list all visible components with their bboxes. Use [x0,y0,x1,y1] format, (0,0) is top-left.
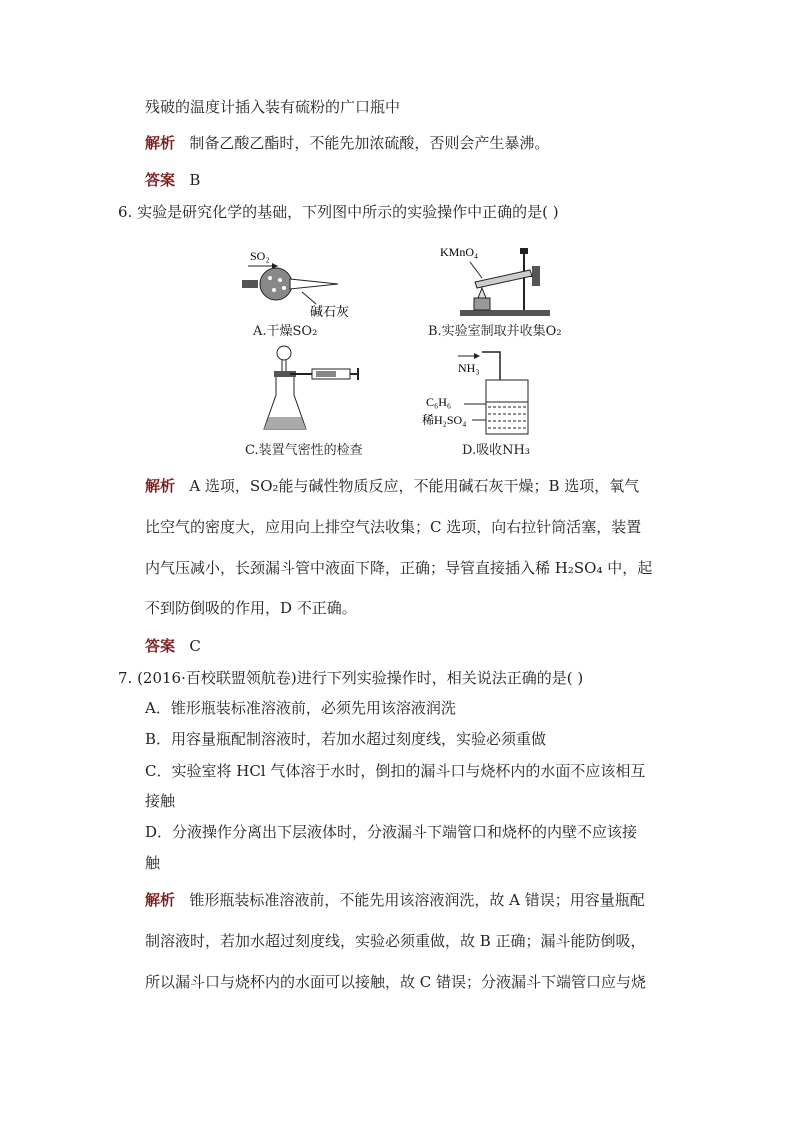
analysis-text: A 选项，SO₂能与碱性物质反应，不能用碱石灰干燥；B 选项，氧气 [189,477,640,495]
q6-analysis-line-4: 不到防倒吸的作用，D 不正确。 [145,599,357,617]
analysis-text: 制备乙酸乙酯时，不能先加浓硫酸，否则会产生暴沸。 [189,134,550,152]
nh3-label: NH₃ [458,361,480,375]
lime-label: 碱石灰 [310,304,350,318]
answer-label: 答案 [145,637,176,655]
figure-c-caption: C.装置气密性的检查 [245,443,363,458]
q7-analysis-line-3: 所以漏斗口与烧杯内的水面可以接触，故 C 错误；分液漏斗下端管口应与烧 [145,973,647,991]
q7-analysis-line-2: 制溶液时，若加水超过刻度线，实验必须重做，故 B 正确；漏斗能防倒吸， [145,932,646,950]
analysis-label: 解析 [145,134,176,152]
q7-option-c: C．实验室将 HCl 气体溶于水时，倒扣的漏斗口与烧杯内的水面不应该相互 [145,762,646,780]
figure-b-caption: B.实验室制取并收集O₂ [428,324,562,339]
figure-c-airtightness [262,345,362,435]
q7-option-d-cont: 触 [145,854,161,872]
c6h6-label: C₆H₆ [426,395,452,409]
acid-label: 稀H₂SO₄ [422,413,467,427]
q6-analysis-line-3: 内气压减小，长颈漏斗管中液面下降，正确；导管直接插入稀 H₂SO₄ 中，起 [145,559,653,577]
q7-option-a: A．锥形瓶装标准溶液前，必须先用该溶液润洗 [145,699,456,717]
figure-a-drying-tube [240,248,360,318]
figure-d-caption: D.吸收NH₃ [462,443,531,458]
figure-a-caption: A.干燥SO₂ [253,324,318,339]
q7-option-c-cont: 接触 [145,792,176,810]
so2-label: SO₂ [250,249,270,263]
q6-analysis-line-1 [145,476,639,496]
analysis-label: 解析 [145,477,176,495]
kmno4-label: KMnO₄ [440,245,479,259]
answer-value: B [189,171,201,189]
figure-b-o2-setup [440,240,560,320]
q7-option-d: D．分液操作分离出下层液体时，分液漏斗下端管口和烧杯的内壁不应该接 [145,823,638,841]
q5-answer [145,170,200,190]
q7-stem: 7. (2016·百校联盟领航卷)进行下列实验操作时，相关说法正确的是( ) [118,669,584,687]
q6-analysis-line-2: 比空气的密度大，应用向上排空气法收集；C 选项，向右拉针筒活塞，装置 [145,518,642,536]
analysis-label: 解析 [145,891,176,909]
text-line: 残破的温度计插入装有硫粉的广口瓶中 [145,98,401,116]
figure-d-nh3-absorption [420,350,550,438]
q7-option-b: B．用容量瓶配制溶液时，若加水超过刻度线，实验必须重做 [145,730,547,748]
q7-analysis-line-1 [145,890,645,910]
q6-stem: 6. 实验是研究化学的基础，下列图中所示的实验操作中正确的是( ) [118,203,559,221]
answer-value: C [189,637,201,655]
answer-label: 答案 [145,171,176,189]
q6-answer [145,636,201,656]
analysis-text: 锥形瓶装标准溶液前，不能先用该溶液润洗，故 A 错误；用容量瓶配 [189,891,645,909]
q5-analysis [145,133,549,153]
